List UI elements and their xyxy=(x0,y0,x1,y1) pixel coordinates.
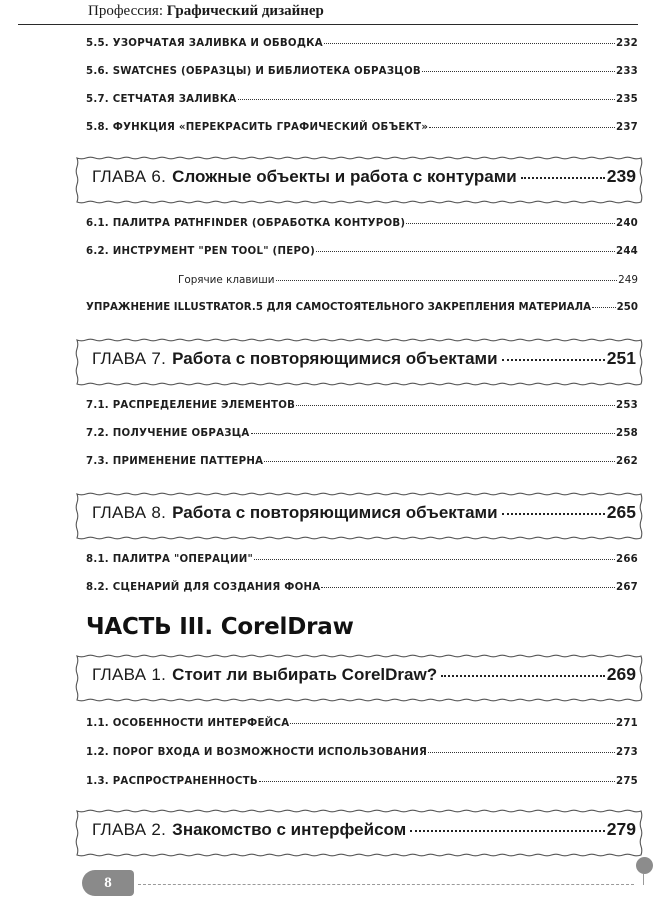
toc-entry-title: 1.2. ПОРОГ ВХОДА И ВОЗМОЖНОСТИ ИСПОЛЬЗОВАНИЯ xyxy=(86,747,428,758)
dot-leader xyxy=(521,177,605,179)
toc-entry-title: 6.1. ПАЛИТРА PATHFINDER (ОБРАБОТКА КОНТУРОВ) xyxy=(86,218,406,229)
dot-leader xyxy=(238,99,615,100)
chapter-title: Работа с повторяющимися объектами xyxy=(172,349,498,368)
toc-entry-page: 232 xyxy=(615,38,638,49)
chapter-label: ГЛАВА 1. xyxy=(92,665,167,684)
chapter-heading[interactable] xyxy=(74,337,644,387)
dot-leader xyxy=(422,71,615,72)
chapter-page: 265 xyxy=(606,502,636,522)
dot-leader xyxy=(441,675,605,677)
toc-entry-title: 5.6. SWATCHES (ОБРАЗЦЫ) И БИБЛИОТЕКА ОБРАЗЦОВ xyxy=(86,66,421,77)
toc-subentry[interactable] xyxy=(178,274,638,290)
chapter-page: 269 xyxy=(606,664,636,684)
header-profession-title: Графический дизайнер xyxy=(166,3,324,19)
chapter-page: 251 xyxy=(606,348,636,368)
chapter-title: Сложные объекты и работа с контурами xyxy=(172,167,517,186)
toc-entry[interactable] xyxy=(86,38,638,54)
toc-entry-title: 5.8. ФУНКЦИЯ «ПЕРЕКРАСИТЬ ГРАФИЧЕСКИЙ ОБЪЕКТ» xyxy=(86,122,429,133)
chapter-label: ГЛАВА 2. xyxy=(92,820,167,839)
toc-entry[interactable] xyxy=(86,400,638,416)
toc-entry[interactable] xyxy=(86,582,638,598)
chapter-heading[interactable] xyxy=(74,155,644,205)
chapter-title: Стоит ли выбирать CorelDraw? xyxy=(172,665,438,684)
chapter-title: Знакомство с интерфейсом xyxy=(172,820,407,839)
toc-entry-page: 266 xyxy=(615,554,638,565)
toc-entry[interactable] xyxy=(86,246,638,262)
toc-entry-title: 7.3. ПРИМЕНЕНИЕ ПАТТЕРНА xyxy=(86,456,264,467)
toc-entry[interactable] xyxy=(86,747,638,763)
chapter-page: 279 xyxy=(606,819,636,839)
toc-entry[interactable] xyxy=(86,456,638,472)
dot-leader xyxy=(259,781,615,782)
chapter-label: ГЛАВА 6. xyxy=(92,167,167,186)
toc-entry-title: 7.2. ПОЛУЧЕНИЕ ОБРАЗЦА xyxy=(86,428,250,439)
dot-leader xyxy=(502,359,605,361)
footer-dot xyxy=(636,857,653,874)
dot-leader xyxy=(296,405,615,406)
toc-entry-title: 6.2. ИНСТРУМЕНТ "PEN TOOL" (ПЕРО) xyxy=(86,246,315,257)
dot-leader xyxy=(251,433,615,434)
toc-entry-page: 249 xyxy=(618,274,638,286)
toc-entry-page: 273 xyxy=(615,747,638,758)
toc-entry-page: 235 xyxy=(615,94,638,105)
toc-entry-page: 275 xyxy=(615,776,638,787)
dot-leader xyxy=(264,461,615,462)
toc-entry-page: 271 xyxy=(615,718,638,729)
toc-entry-page: 258 xyxy=(615,428,638,439)
toc-entry-title: УПРАЖНЕНИЕ ILLUSTRATOR.5 ДЛЯ САМОСТОЯТЕЛЬНОГО ЗАКРЕПЛЕНИЯ МАТЕРИАЛА xyxy=(86,302,592,313)
toc-entry-title: 1.1. ОСОБЕННОСТИ ИНТЕРФЕЙСА xyxy=(86,718,290,729)
dot-leader xyxy=(290,723,615,724)
part-heading: ЧАСТЬ III. CorelDraw xyxy=(86,614,354,640)
dot-leader xyxy=(592,307,615,308)
chapter-title: Работа с повторяющимися объектами xyxy=(172,503,498,522)
dot-leader xyxy=(428,752,615,753)
toc-entry-page: 253 xyxy=(615,400,638,411)
dot-leader xyxy=(406,223,615,224)
dot-leader xyxy=(502,513,605,515)
toc-entry-page: 262 xyxy=(615,456,638,467)
toc-entry[interactable] xyxy=(86,218,638,234)
dot-leader xyxy=(410,830,605,832)
toc-entry-title: 1.3. РАСПРОСТРАНЕННОСТЬ xyxy=(86,776,258,787)
toc-entry[interactable] xyxy=(86,66,638,82)
toc-entry-title: 7.1. РАСПРЕДЕЛЕНИЕ ЭЛЕМЕНТОВ xyxy=(86,400,296,411)
dot-leader xyxy=(324,43,615,44)
toc-entry-title: 8.2. СЦЕНАРИЙ ДЛЯ СОЗДАНИЯ ФОНА xyxy=(86,582,321,593)
toc-entry-page: 237 xyxy=(615,122,638,133)
footer-dashed-rule xyxy=(138,884,634,885)
running-header xyxy=(18,0,638,25)
dot-leader xyxy=(316,251,615,252)
dot-leader xyxy=(321,587,615,588)
toc-entry[interactable] xyxy=(86,94,638,110)
chapter-heading[interactable] xyxy=(74,808,644,858)
toc-entry-page: 267 xyxy=(615,582,638,593)
chapter-page: 239 xyxy=(606,166,636,186)
toc-entry-page: 233 xyxy=(615,66,638,77)
toc-entry-title: 5.7. СЕТЧАТАЯ ЗАЛИВКА xyxy=(86,94,237,105)
dot-leader xyxy=(254,559,615,560)
dot-leader xyxy=(429,127,615,128)
toc-entry-title: 8.1. ПАЛИТРА "ОПЕРАЦИИ" xyxy=(86,554,254,565)
chapter-heading[interactable] xyxy=(74,653,644,703)
toc-entry-title: Горячие клавиши xyxy=(178,274,275,286)
toc-entry[interactable] xyxy=(86,776,638,792)
header-profession-label: Профессия: xyxy=(88,3,163,19)
toc-entry-page: 240 xyxy=(615,218,638,229)
dot-leader xyxy=(276,280,618,281)
toc-entry-page: 250 xyxy=(616,302,638,313)
toc-entry[interactable] xyxy=(86,554,638,570)
toc-entry[interactable] xyxy=(86,718,638,734)
toc-entry[interactable] xyxy=(86,122,638,138)
toc-entry[interactable] xyxy=(86,428,638,444)
toc-entry-title: 5.5. УЗОРЧАТАЯ ЗАЛИВКА И ОБВОДКА xyxy=(86,38,323,49)
page-number: 8 xyxy=(104,875,112,891)
chapter-label: ГЛАВА 7. xyxy=(92,349,167,368)
toc-entry-page: 244 xyxy=(615,246,638,257)
footer-dot-stem xyxy=(643,874,644,885)
toc-entry[interactable] xyxy=(86,302,638,318)
chapter-label: ГЛАВА 8. xyxy=(92,503,167,522)
chapter-heading[interactable] xyxy=(74,491,644,541)
